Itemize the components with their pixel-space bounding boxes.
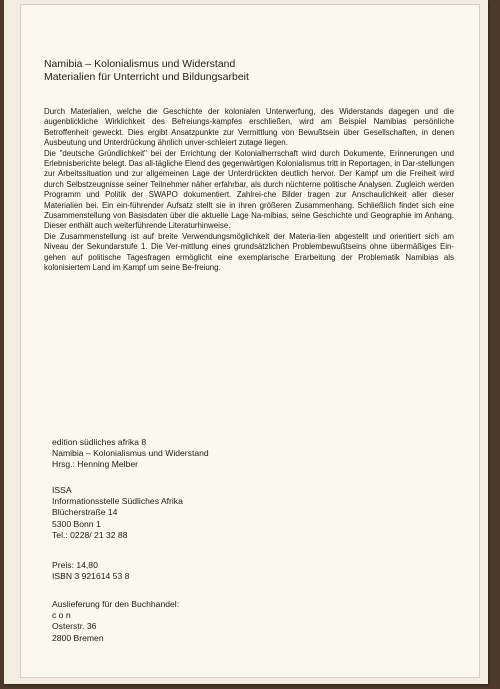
title-block (44, 58, 454, 84)
title-line-2: Materialien für Unterricht und Bildungsarbeit (44, 72, 249, 83)
blurb-paragraph-1: Durch Materialien, welche die Geschichte der kolonialen Unterwerfung, des Widerstands dagegen und die augenblickliche Wirklichkeit des Befreiungs-kampfes erschließen, wird am Beispiel Namibias persönliche Betroffenheit geweckt. Dies ergibt Ansatzpunkte zur Vermittlung von Bewußtsein über Gesellschaften, in denen Ausbeutung und Unterdrückung ähnlich unver-schleiert zutage liegen. (44, 107, 454, 148)
publisher-full-name: Informationsstelle Südliches Afrika (52, 496, 183, 507)
edition-series: edition südliches afrika 8 (52, 437, 147, 447)
isbn-text: ISBN 3 921614 53 8 (52, 571, 130, 582)
distribution-city: 2800 Bremen (52, 632, 104, 643)
distribution-label: Auslieferung für den Buchhandel: (52, 599, 180, 609)
blurb (44, 107, 454, 274)
publisher-city: 5300 Bonn 1 (52, 518, 101, 529)
publisher-street: Blücherstraße 14 (52, 507, 118, 518)
cover-text (44, 58, 454, 274)
publisher-block (52, 485, 183, 541)
distribution-street: Osterstr. 36 (52, 621, 97, 632)
price-text: Preis: 14,80 (52, 560, 98, 570)
distribution-block (52, 599, 179, 644)
price-block (52, 560, 129, 582)
edition-editor: Hrsg.: Henning Melber (52, 459, 138, 470)
edition-block (52, 437, 209, 471)
publisher-phone: Tel.: 0228/ 21 32 88 (52, 529, 128, 540)
title-line-1: Namibia – Kolonialismus und Widerstand (44, 59, 236, 70)
distribution-name: c o n (52, 610, 71, 621)
blurb-paragraph-2: Die "deutsche Gründlichkeit" bei der Errichtung der Kolonialherrschaft wird durch Dokumente, Erinnerungen und Erlebnisberichte belegt. Das all-tägliche Elend des gegenwärtigen Kolonialismus tritt in Reportagen, in Dar-stellungen zur Arbeitssituation und zur allgemeinen Lage der Unterdrückten deutlich hervor. Der Kampf um die Freiheit wird durch Selbstzeugnisse seiner Teilnehmer näher erfahrbar, als durch nüchterne politische Analysen. Zugleich werden Programm und Politik der SWAPO dokumentiert. Zahlrei-che Bilder tragen zur Anschaulichkeit aller dieser Materialien bei. Ein ein-führender Aufsatz stellt sie in ihren größeren Zusammenhang. Schließlich findet sich eine Zusammenstellung von Basisdaten über die aktuelle Lage Na-mibias, seine Geschichte und Geographie im Anhang. Dieser enthält auch weiterführende Literaturhinweise. (44, 148, 454, 231)
edition-title: Namibia – Kolonialismus und Widerstand (52, 448, 209, 459)
blurb-paragraph-3: Die Zusammenstellung ist auf breite Verwendungsmöglichkeit der Materia-lien abgestellt und orientiert sich am Niveau der Sekundarstufe 1. Die Ver-mittlung eines grundsätzlichen Problembewußtseins ohne übermäßiges Ein-gehen auf politische Tagesfragen ermöglicht eine exemplarische Erarbeitung der Problematik Namibias als kolonisiertem Land im Kampf um seine Be-freiung. (44, 231, 454, 273)
publisher-name: ISSA (52, 485, 72, 495)
